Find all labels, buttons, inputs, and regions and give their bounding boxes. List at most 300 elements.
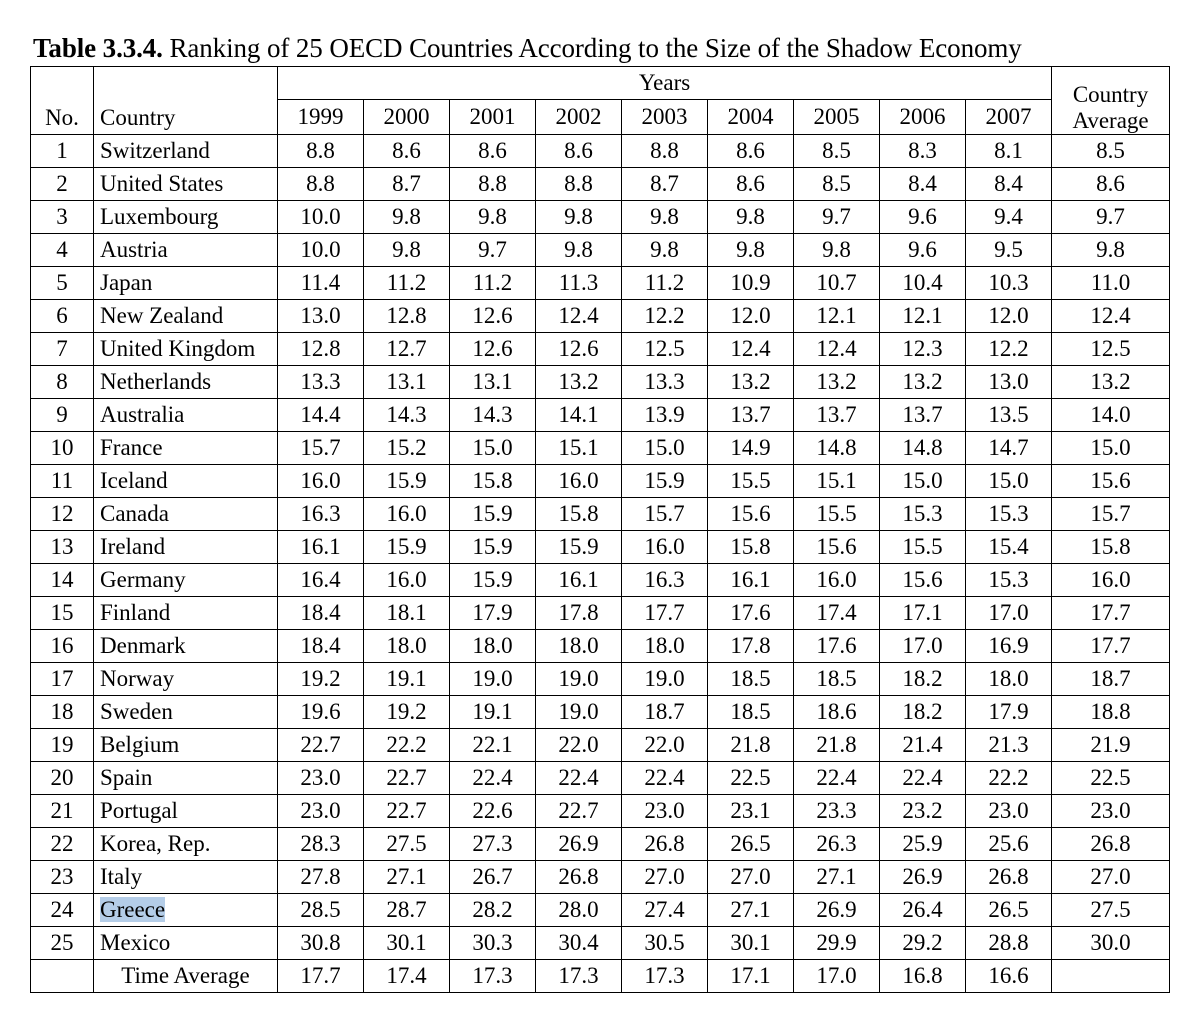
value-cell: 12.5 [622,333,708,366]
value-cell: 18.4 [278,597,364,630]
value-cell: 17.4 [794,597,880,630]
value-cell: 17.1 [880,597,966,630]
value-cell: 15.9 [450,531,536,564]
value-cell: 17.6 [708,597,794,630]
value-cell: 8.8 [622,135,708,168]
value-cell: 15.9 [450,564,536,597]
value-cell: 22.4 [450,762,536,795]
value-cell: 13.7 [708,399,794,432]
value-cell: 8.4 [966,168,1052,201]
value-cell: 27.1 [794,861,880,894]
column-header-country [94,67,278,135]
value-cell: 28.7 [364,894,450,927]
value-cell: 26.5 [708,828,794,861]
country-cell [94,168,278,201]
table-row [31,201,1170,234]
value-cell: 9.7 [450,234,536,267]
value-cell: 26.8 [536,861,622,894]
country-name: New Zealand [100,303,224,328]
value-cell: 23.3 [794,795,880,828]
country-cell [94,267,278,300]
value-cell: 28.5 [278,894,364,927]
value-cell: 10.9 [708,267,794,300]
value-cell: 13.0 [278,300,364,333]
value-cell: 28.8 [966,927,1052,960]
value-cell: 19.0 [536,663,622,696]
value-cell: 9.8 [622,201,708,234]
value-cell: 30.1 [364,927,450,960]
country-name: Iceland [100,468,168,493]
value-cell: 13.1 [450,366,536,399]
value-cell: 14.4 [278,399,364,432]
value-cell: 15.0 [450,432,536,465]
value-cell: 21.8 [708,729,794,762]
value-cell: 19.0 [536,696,622,729]
value-cell: 27.8 [278,861,364,894]
value-cell: 23.1 [708,795,794,828]
value-cell: 11.2 [364,267,450,300]
value-cell: 19.2 [278,663,364,696]
rank-cell: 22 [31,828,94,861]
value-cell: 15.0 [880,465,966,498]
country-average-cell: 11.0 [1052,267,1170,300]
column-header-years: Years [278,67,1052,100]
value-cell: 8.1 [966,135,1052,168]
value-cell: 10.0 [278,234,364,267]
value-cell: 28.0 [536,894,622,927]
rank-cell: 16 [31,630,94,663]
value-cell: 27.1 [708,894,794,927]
value-cell: 16.0 [364,564,450,597]
table-row [31,762,1170,795]
table-row [31,300,1170,333]
value-cell: 23.0 [278,795,364,828]
table-row [31,333,1170,366]
country-name: Spain [100,765,153,790]
table-body [31,135,1170,993]
value-cell: 18.5 [708,696,794,729]
value-cell: 23.2 [880,795,966,828]
value-cell: 13.0 [966,366,1052,399]
value-cell: 17.9 [966,696,1052,729]
country-average-cell: 23.0 [1052,795,1170,828]
table-row [31,696,1170,729]
value-cell: 26.9 [536,828,622,861]
country-average-cell: 27.5 [1052,894,1170,927]
value-cell: 22.1 [450,729,536,762]
rank-cell: 10 [31,432,94,465]
value-cell: 19.6 [278,696,364,729]
country-cell [94,564,278,597]
value-cell: 15.2 [364,432,450,465]
value-cell: 13.2 [794,366,880,399]
value-cell: 15.7 [622,498,708,531]
value-cell: 14.8 [794,432,880,465]
country-name: Japan [100,270,153,295]
value-cell: 30.5 [622,927,708,960]
country-cell [94,498,278,531]
value-cell: 17.6 [794,630,880,663]
country-name: United States [100,171,224,196]
value-cell: 26.4 [880,894,966,927]
country-name: Austria [100,237,168,262]
value-cell: 9.8 [536,201,622,234]
value-cell: 13.2 [708,366,794,399]
table-row [31,267,1170,300]
value-cell: 14.7 [966,432,1052,465]
country-name: Korea, Rep. [100,831,211,856]
value-cell: 15.9 [450,498,536,531]
value-cell: 15.9 [536,531,622,564]
value-cell: 13.7 [880,399,966,432]
value-cell: 27.1 [364,861,450,894]
value-cell: 22.2 [364,729,450,762]
value-cell: 9.5 [966,234,1052,267]
country-cell [94,465,278,498]
value-cell: 9.8 [364,234,450,267]
table-row [31,399,1170,432]
value-cell: 26.8 [622,828,708,861]
value-cell: 10.3 [966,267,1052,300]
country-cell [94,234,278,267]
value-cell: 11.4 [278,267,364,300]
value-cell: 22.7 [536,795,622,828]
value-cell: 8.5 [794,168,880,201]
value-cell: 13.7 [794,399,880,432]
column-header-country-average-line2: Average [1072,108,1149,133]
value-cell: 8.6 [708,168,794,201]
value-cell: 8.6 [708,135,794,168]
value-cell: 26.8 [966,861,1052,894]
value-cell: 8.3 [880,135,966,168]
rank-cell: 15 [31,597,94,630]
country-average-cell: 30.0 [1052,927,1170,960]
value-cell: 27.0 [708,861,794,894]
value-cell: 18.5 [794,663,880,696]
table-row [31,432,1170,465]
value-cell: 17.7 [622,597,708,630]
value-cell: 8.8 [278,168,364,201]
time-average-cell: 16.8 [880,960,966,993]
value-cell: 13.3 [622,366,708,399]
country-cell [94,333,278,366]
value-cell: 13.2 [880,366,966,399]
country-cell [94,300,278,333]
value-cell: 17.9 [450,597,536,630]
country-cell [94,597,278,630]
country-average-cell: 18.7 [1052,663,1170,696]
value-cell: 23.0 [622,795,708,828]
value-cell: 10.4 [880,267,966,300]
value-cell: 12.1 [880,300,966,333]
table-row [31,498,1170,531]
value-cell: 13.2 [536,366,622,399]
value-cell: 16.3 [622,564,708,597]
country-name: Finland [100,600,171,625]
country-name: Belgium [100,732,180,757]
value-cell: 18.0 [536,630,622,663]
country-average-cell: 14.0 [1052,399,1170,432]
country-average-cell: 15.8 [1052,531,1170,564]
value-cell: 22.0 [622,729,708,762]
value-cell: 15.1 [794,465,880,498]
value-cell: 12.6 [450,333,536,366]
value-cell: 29.2 [880,927,966,960]
value-cell: 15.3 [966,564,1052,597]
value-cell: 15.9 [622,465,708,498]
value-cell: 12.1 [794,300,880,333]
time-average-cell: 17.3 [450,960,536,993]
table-row [31,366,1170,399]
country-cell [94,630,278,663]
country-average-cell: 12.4 [1052,300,1170,333]
table-row [31,465,1170,498]
country-name: Switzerland [100,138,210,163]
country-cell [94,201,278,234]
value-cell: 22.2 [966,762,1052,795]
value-cell: 13.9 [622,399,708,432]
column-header-year: 2000 [364,100,450,135]
value-cell: 11.2 [622,267,708,300]
value-cell: 15.1 [536,432,622,465]
time-average-cell: 17.7 [278,960,364,993]
country-average-cell: 15.0 [1052,432,1170,465]
value-cell: 17.0 [880,630,966,663]
value-cell: 11.2 [450,267,536,300]
value-cell: 12.3 [880,333,966,366]
column-header-year: 2005 [794,100,880,135]
rank-cell: 2 [31,168,94,201]
value-cell: 23.0 [278,762,364,795]
rank-cell: 3 [31,201,94,234]
country-name: Mexico [100,930,171,955]
table-row [31,927,1170,960]
country-cell [94,762,278,795]
country-average-cell: 8.6 [1052,168,1170,201]
value-cell: 18.2 [880,663,966,696]
value-cell: 27.3 [450,828,536,861]
rank-cell: 18 [31,696,94,729]
country-name: United Kingdom [100,336,256,361]
value-cell: 26.5 [966,894,1052,927]
country-average-cell: 8.5 [1052,135,1170,168]
country-average-cell: 27.0 [1052,861,1170,894]
value-cell: 21.3 [966,729,1052,762]
rank-cell: 13 [31,531,94,564]
value-cell: 10.7 [794,267,880,300]
value-cell: 26.7 [450,861,536,894]
column-header-country-average [1052,67,1170,135]
value-cell: 21.8 [794,729,880,762]
value-cell: 22.0 [536,729,622,762]
value-cell: 17.0 [966,597,1052,630]
value-cell: 15.8 [450,465,536,498]
country-name: Ireland [100,534,166,559]
value-cell: 22.7 [278,729,364,762]
time-average-cell: 16.6 [966,960,1052,993]
country-cell [94,795,278,828]
value-cell: 30.3 [450,927,536,960]
country-average-cell: 9.8 [1052,234,1170,267]
value-cell: 12.4 [536,300,622,333]
value-cell: 14.3 [364,399,450,432]
table-row [31,597,1170,630]
header-row-years [31,67,1170,100]
value-cell: 22.4 [794,762,880,795]
value-cell: 16.0 [536,465,622,498]
country-average-cell: 15.7 [1052,498,1170,531]
value-cell: 25.6 [966,828,1052,861]
value-cell: 22.7 [364,795,450,828]
value-cell: 19.1 [364,663,450,696]
value-cell: 22.7 [364,762,450,795]
time-average-cell: 17.3 [622,960,708,993]
value-cell: 9.6 [880,234,966,267]
country-average-cell: 15.6 [1052,465,1170,498]
country-name: Sweden [100,699,173,724]
country-name: Netherlands [100,369,212,394]
rank-cell: 5 [31,267,94,300]
country-name: Australia [100,402,185,427]
table-row [31,861,1170,894]
value-cell: 12.2 [966,333,1052,366]
value-cell: 15.9 [364,531,450,564]
value-cell: 21.4 [880,729,966,762]
time-average-cell: 17.3 [536,960,622,993]
value-cell: 18.0 [450,630,536,663]
country-average-cell: 17.7 [1052,630,1170,663]
rank-cell: 25 [31,927,94,960]
value-cell: 13.1 [364,366,450,399]
value-cell: 12.8 [364,300,450,333]
value-cell: 15.0 [622,432,708,465]
value-cell: 17.8 [536,597,622,630]
country-name: Greece [100,897,166,922]
value-cell: 9.8 [708,234,794,267]
value-cell: 12.6 [450,300,536,333]
value-cell: 9.4 [966,201,1052,234]
column-header-year: 2007 [966,100,1052,135]
value-cell: 23.0 [966,795,1052,828]
value-cell: 8.6 [450,135,536,168]
shadow-economy-table [30,66,1170,993]
time-average-cell: 17.1 [708,960,794,993]
value-cell: 15.4 [966,531,1052,564]
value-cell: 12.4 [708,333,794,366]
value-cell: 28.2 [450,894,536,927]
rank-cell: 9 [31,399,94,432]
country-average-cell: 13.2 [1052,366,1170,399]
value-cell: 16.1 [536,564,622,597]
value-cell: 30.8 [278,927,364,960]
value-cell: 26.9 [794,894,880,927]
country-name: Denmark [100,633,186,658]
value-cell: 9.7 [794,201,880,234]
time-average-row [31,960,1170,993]
country-cell [94,663,278,696]
table-row [31,564,1170,597]
column-header-no-label: No. [45,105,79,130]
column-header-year: 2006 [880,100,966,135]
value-cell: 18.4 [278,630,364,663]
value-cell: 16.9 [966,630,1052,663]
value-cell: 19.2 [364,696,450,729]
value-cell: 15.8 [536,498,622,531]
country-average-cell: 12.5 [1052,333,1170,366]
table-row [31,729,1170,762]
column-header-year: 1999 [278,100,364,135]
value-cell: 18.2 [880,696,966,729]
value-cell: 15.6 [708,498,794,531]
table-row [31,531,1170,564]
column-header-year: 2002 [536,100,622,135]
value-cell: 12.0 [966,300,1052,333]
value-cell: 9.8 [708,201,794,234]
value-cell: 22.5 [708,762,794,795]
value-cell: 26.3 [794,828,880,861]
value-cell: 10.0 [278,201,364,234]
table-row [31,828,1170,861]
value-cell: 29.9 [794,927,880,960]
value-cell: 22.4 [536,762,622,795]
value-cell: 9.6 [880,201,966,234]
rank-cell: 11 [31,465,94,498]
rank-cell: 14 [31,564,94,597]
country-name: Italy [100,864,143,889]
country-cell [94,366,278,399]
value-cell: 18.1 [364,597,450,630]
country-average-cell: 17.7 [1052,597,1170,630]
country-name: Luxembourg [100,204,219,229]
column-header-year: 2001 [450,100,536,135]
rank-cell: 24 [31,894,94,927]
value-cell: 15.8 [708,531,794,564]
table-row [31,663,1170,696]
value-cell: 28.3 [278,828,364,861]
value-cell: 8.6 [536,135,622,168]
country-cell [94,729,278,762]
country-cell [94,927,278,960]
country-name: Canada [100,501,169,526]
country-name: Norway [100,666,175,691]
value-cell: 8.6 [364,135,450,168]
time-average-label: Time Average [94,960,278,993]
country-average-cell: 18.8 [1052,696,1170,729]
value-cell: 22.4 [622,762,708,795]
value-cell: 18.0 [364,630,450,663]
value-cell: 12.0 [708,300,794,333]
value-cell: 14.3 [450,399,536,432]
value-cell: 11.3 [536,267,622,300]
value-cell: 15.5 [708,465,794,498]
country-cell [94,696,278,729]
value-cell: 8.5 [794,135,880,168]
column-header-no [31,67,94,135]
time-average-empty-cell [1052,960,1170,993]
value-cell: 15.7 [278,432,364,465]
value-cell: 8.8 [450,168,536,201]
value-cell: 8.7 [364,168,450,201]
value-cell: 9.8 [536,234,622,267]
rank-cell: 23 [31,861,94,894]
country-name: Portugal [100,798,178,823]
value-cell: 9.8 [622,234,708,267]
value-cell: 9.8 [364,201,450,234]
value-cell: 19.0 [622,663,708,696]
value-cell: 13.3 [278,366,364,399]
table-caption-text: Ranking of 25 OECD Countries According to the Size of the Shadow Economy [162,33,1022,63]
value-cell: 8.8 [278,135,364,168]
